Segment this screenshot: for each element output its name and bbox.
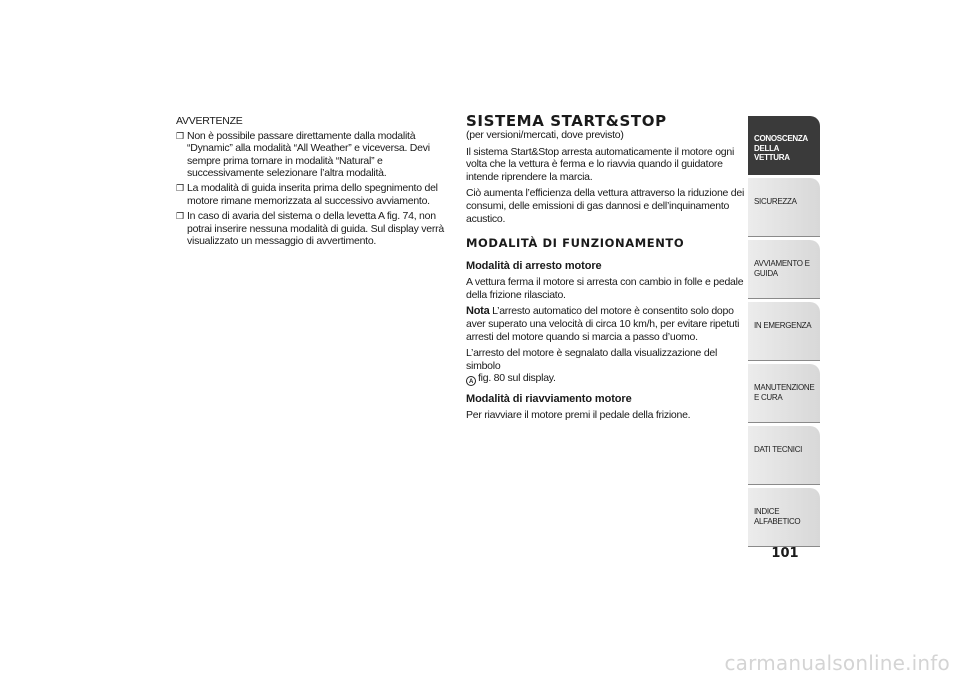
- warning-item-text: Non è possibile passare direttamente dalla modalità “Dynamic” alla modalità “All Weather” e viceversa. Devi sempre prima tornare in modalità “Natural” e successivamente selezionare l’altra modalità.: [187, 129, 430, 180]
- intro-paragraph: Il sistema Start&Stop arresta automaticamente il motore ogni volta che la vettura è ferma e lo riavvia quando il guidatore intende riprendere la marcia.: [466, 145, 735, 183]
- start-stop-symbol-icon: A: [466, 376, 476, 386]
- symbol-figure-ref: fig. 80 sul display.: [478, 372, 556, 385]
- tab-in-emergenza[interactable]: [748, 302, 820, 361]
- symbol-text: L’arresto del motore è segnalato dalla visualizzazione del simbolo: [466, 347, 718, 372]
- tab-label: MANUTENZIONE E CURA: [754, 383, 815, 402]
- tab-label: CONOSCENZA DELLA VETTURA: [754, 134, 808, 162]
- tab-label: DATI TECNICI: [754, 445, 803, 454]
- warnings-column: [176, 115, 456, 250]
- tab-label: SICUREZZA: [754, 197, 797, 206]
- tab-avviamento-e-guida[interactable]: [748, 240, 820, 299]
- start-stop-column: [466, 113, 748, 426]
- tab-label: AVVIAMENTO E GUIDA: [754, 259, 810, 278]
- nota-paragraph: [466, 305, 748, 343]
- checkbox-bullet-icon: ❒: [176, 211, 184, 222]
- restart-paragraph: Per riavviare il motore premi il pedale della frizione.: [466, 409, 691, 422]
- symbol-paragraph: [466, 347, 748, 386]
- tab-indice-alfabetico[interactable]: [748, 488, 820, 547]
- warning-item: [176, 182, 456, 207]
- section-title: SISTEMA START&STOP: [466, 112, 667, 130]
- section-note: (per versioni/mercati, dove previsto): [466, 129, 624, 141]
- intro-paragraph: Ciò aumenta l’efficienza della vettura attraverso la riduzione dei consumi, delle emissioni di gas dannosi e dell’inquinamento acustico.: [466, 187, 745, 225]
- checkbox-bullet-icon: ❒: [176, 130, 184, 141]
- subsection-title: MODALITÀ DI FUNZIONAMENTO: [466, 236, 685, 251]
- tab-manutenzione-e-cura[interactable]: [748, 364, 820, 423]
- tab-label: INDICE ALFABETICO: [754, 507, 801, 526]
- tab-sicurezza[interactable]: [748, 178, 820, 237]
- warning-title: AVVERTENZE: [176, 115, 243, 127]
- warning-item: [176, 130, 456, 180]
- page-number: 101: [771, 546, 799, 561]
- tab-dati-tecnici[interactable]: [748, 426, 820, 485]
- tab-label: IN EMERGENZA: [754, 321, 812, 330]
- nota-label: Nota: [466, 305, 490, 318]
- checkbox-bullet-icon: ❒: [176, 183, 184, 194]
- nota-text: L’arresto automatico del motore è consentito solo dopo aver superato una velocità di circa 10 km/h, per evitare ripetuti arresti del motore quando si marcia a passo d’uomo.: [466, 305, 740, 343]
- warning-item-text: In caso di avaria del sistema o della levetta A fig. 74, non potrai inserire nessuna modalità di guida. Sul display verrà visualizzato un messaggio di avvertimento.: [187, 210, 444, 248]
- restart-heading: Modalità di riavviamento motore: [466, 393, 632, 406]
- tab-conoscenza-della-vettura[interactable]: [748, 116, 820, 175]
- stop-paragraph: A vettura ferma il motore si arresta con cambio in folle e pedale della frizione rilasciato.: [466, 276, 744, 301]
- warning-item: [176, 210, 456, 248]
- watermark: carmanualsonline.info: [724, 651, 950, 675]
- chapter-tabs: [748, 116, 820, 550]
- stop-heading: Modalità di arresto motore: [466, 260, 602, 273]
- warning-item-text: La modalità di guida inserita prima dello spegnimento del motore rimane memorizzata al successivo avviamento.: [187, 182, 438, 208]
